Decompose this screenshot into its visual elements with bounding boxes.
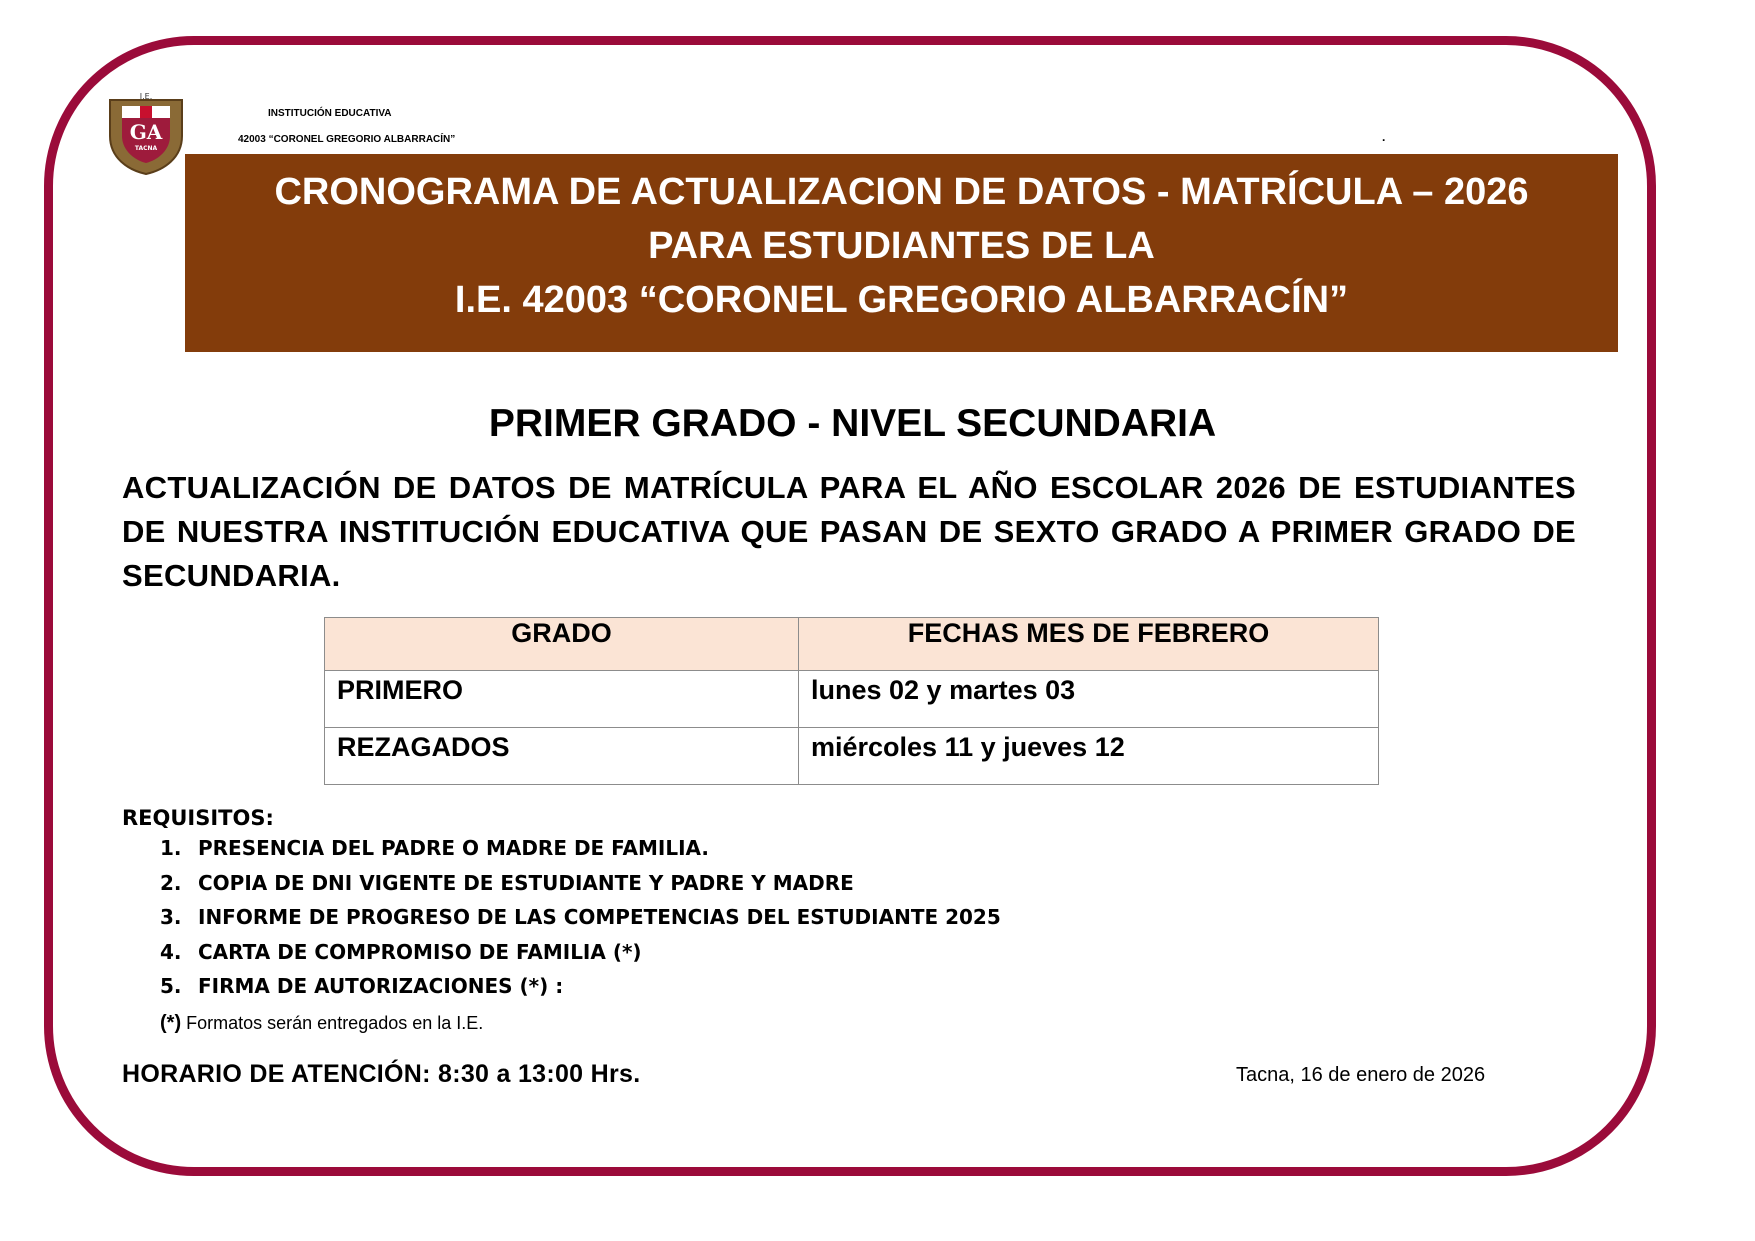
title-banner: [185, 154, 1618, 352]
office-hours: HORARIO DE ATENCIÓN: 8:30 a 13:00 Hrs.: [122, 1060, 641, 1088]
table-header-row: [325, 618, 1379, 671]
list-item: [160, 974, 1001, 1009]
schedule-table: [324, 617, 1379, 785]
cell-grade: REZAGADOS: [325, 728, 799, 785]
cell-dates: lunes 02 y martes 03: [799, 671, 1379, 728]
banner-line-3: I.E. 42003 “CORONEL GREGORIO ALBARRACÍN”: [454, 279, 1349, 321]
description-paragraph: ACTUALIZACIÓN DE DATOS DE MATRÍCULA PARA EL AÑO ESCOLAR 2026 DE ESTUDIANTES DE NUESTRA INSTITUCIÓN EDUCATIVA QUE PASAN DE SEXTO GRADO A PRIMER GRADO DE SECUNDARIA.: [122, 470, 1576, 593]
logo-initials: GA: [129, 120, 163, 144]
item-number: 5.: [160, 974, 182, 998]
banner-line-2: PARA ESTUDIANTES DE LA: [648, 225, 1155, 267]
list-item: [160, 905, 1001, 940]
logo-ie-text: I.E.: [139, 92, 153, 101]
item-number: 1.: [160, 836, 182, 860]
item-text: PRESENCIA DEL PADRE O MADRE DE FAMILIA.: [198, 836, 710, 860]
item-text: COPIA DE DNI VIGENTE DE ESTUDIANTE Y PADRE Y MADRE: [198, 870, 854, 895]
logo-city: TACNA: [134, 145, 158, 152]
note-text: Formatos serán entregados en la I.E.: [186, 1013, 484, 1033]
requirements-title: REQUISITOS:: [122, 806, 274, 830]
formats-note: [160, 1012, 483, 1035]
institution-label: INSTITUCIÓN EDUCATIVA: [268, 108, 392, 119]
item-number: 2.: [160, 870, 182, 895]
item-text: FIRMA DE AUTORIZACIONES (*) :: [198, 974, 564, 998]
list-item: [160, 836, 1001, 871]
item-text: CARTA DE COMPROMISO DE FAMILIA (*): [198, 939, 642, 964]
table-row: [325, 728, 1379, 785]
header-grado: GRADO: [325, 618, 799, 671]
note-mark: (*): [160, 1012, 182, 1034]
institution-code: 42003 “CORONEL GREGORIO ALBARRACÍN”: [238, 134, 456, 145]
item-number: 4.: [160, 939, 182, 964]
header-dot: .: [1382, 130, 1386, 144]
cell-dates: miércoles 11 y jueves 12: [799, 728, 1379, 785]
banner-line-1: CRONOGRAMA DE ACTUALIZACION DE DATOS - MATRÍCULA – 2026: [274, 171, 1529, 213]
list-item: [160, 940, 1001, 975]
grade-subtitle: PRIMER GRADO - NIVEL SECUNDARIA: [488, 402, 1217, 445]
cell-grade: PRIMERO: [325, 671, 799, 728]
list-item: [160, 871, 1001, 906]
school-crest-logo: [106, 92, 186, 176]
place-date: Tacna, 16 de enero de 2026: [1236, 1064, 1486, 1086]
item-text: INFORME DE PROGRESO DE LAS COMPETENCIAS DEL ESTUDIANTE 2025: [198, 905, 1001, 929]
item-number: 3.: [160, 905, 182, 929]
requirements-list: [160, 836, 1001, 1009]
header-fechas: FECHAS MES DE FEBRERO: [799, 618, 1379, 671]
table-row: [325, 671, 1379, 728]
